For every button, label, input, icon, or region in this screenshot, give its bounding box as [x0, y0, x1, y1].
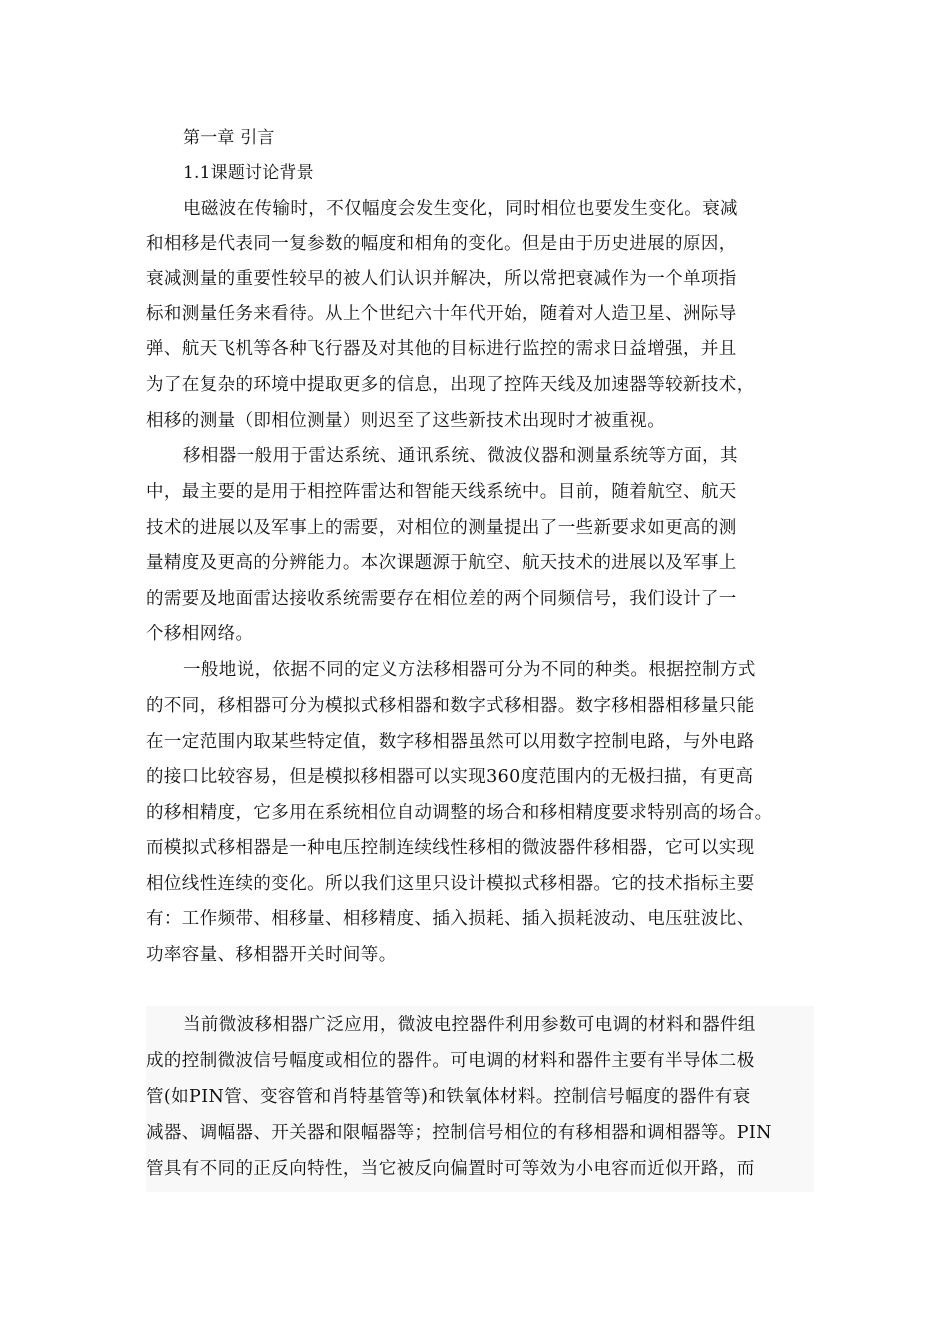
paragraph-4-line-3: 管(如PIN管、变容管和肖特基管等)和铁氧体材料。控制信号幅度的器件有衰 [146, 1087, 751, 1107]
paragraph-4-line-5: 管具有不同的正反向特性，当它被反向偏置时可等效为小电容而近似开路，而 [146, 1159, 755, 1179]
paragraph-3-line-2: 的不同，移相器可分为模拟式移相器和数字式移相器。数字移相器相移量只能 [146, 696, 755, 716]
paragraph-1-line-2: 和相移是代表同一复参数的幅度和相角的变化。但是由于历史进展的原因， [146, 234, 737, 254]
paragraph-4-line-4: 减器、调幅器、开关器和限幅器等；控制信号相位的有移相器和调相器等。PIN [146, 1123, 772, 1143]
chapter-title: 第一章 引言 [183, 128, 275, 148]
paragraph-3-line-6: 而模拟式移相器是一种电压控制连续线性移相的微波器件移相器，它可以实现 [146, 838, 755, 858]
paragraph-4-line-1: 当前微波移相器广泛应用，微波电控器件利用参数可电调的材料和器件组 [183, 1015, 756, 1035]
paragraph-3-line-3: 在一定范围内取某些特定值，数字移相器虽然可以用数字控制电路，与外电路 [146, 732, 755, 752]
paragraph-1-line-3: 衰减测量的重要性较早的被人们认识并解决，所以常把衰减作为一个单项指 [146, 269, 737, 289]
paragraph-3-line-7: 相位线性连续的变化。所以我们这里只设计模拟式移相器。它的技术指标主要 [146, 874, 755, 894]
paragraph-2-line-1: 移相器一般用于雷达系统、通讯系统、微波仪器和测量系统等方面，其 [183, 446, 738, 466]
section-title: 1.1课题讨论背景 [183, 163, 314, 183]
paragraph-3-line-8: 有：工作频带、相移量、相移精度、插入损耗、插入损耗波动、电压驻波比、 [146, 909, 755, 929]
paragraph-3-line-9: 功率容量、移相器开关时间等。 [146, 945, 397, 965]
paragraph-4-line-2: 成的控制微波信号幅度或相位的器件。可电调的材料和器件主要有半导体二极 [146, 1051, 755, 1071]
paragraph-2-line-5: 的需要及地面雷达接收系统需要存在相位差的两个同频信号，我们设计了一 [146, 589, 737, 609]
paragraph-1-line-7: 相移的测量（即相位测量）则迟至了这些新技术出现时才被重视。 [146, 411, 666, 431]
paragraph-3-line-1: 一般地说，依据不同的定义方法移相器可分为不同的种类。根据控制方式 [183, 660, 756, 680]
paragraph-1-line-6: 为了在复杂的环境中提取更多的信息，出现了控阵天线及加速器等较新技术， [146, 375, 755, 395]
paragraph-1-line-1: 电磁波在传输时，不仅幅度会发生变化，同时相位也要发生变化。衰减 [183, 199, 738, 219]
paragraph-1-line-5: 弹、航天飞机等各种飞行器及对其他的目标进行监控的需求日益增强，并且 [146, 339, 737, 359]
paragraph-3-line-5: 的移相精度，它多用在系统相位自动调整的场合和移相精度要求特别高的场合。 [146, 803, 773, 823]
paragraph-1-line-4: 标和测量任务来看待。从上个世纪六十年代开始，随着对人造卫星、洲际导 [146, 304, 737, 324]
paragraph-2-line-6: 个移相网络。 [146, 624, 254, 644]
paragraph-2-line-3: 技术的进展以及军事上的需要，对相位的测量提出了一些新要求如更高的测 [146, 518, 737, 538]
paragraph-2-line-4: 量精度及更高的分辨能力。本次课题源于航空、航天技术的进展以及军事上 [146, 553, 737, 573]
paragraph-2-line-2: 中，最主要的是用于相控阵雷达和智能天线系统中。目前，随着航空、航天 [146, 482, 737, 502]
paragraph-3-line-4: 的接口比较容易，但是模拟移相器可以实现360度范围内的无极扫描，有更高 [146, 767, 754, 787]
